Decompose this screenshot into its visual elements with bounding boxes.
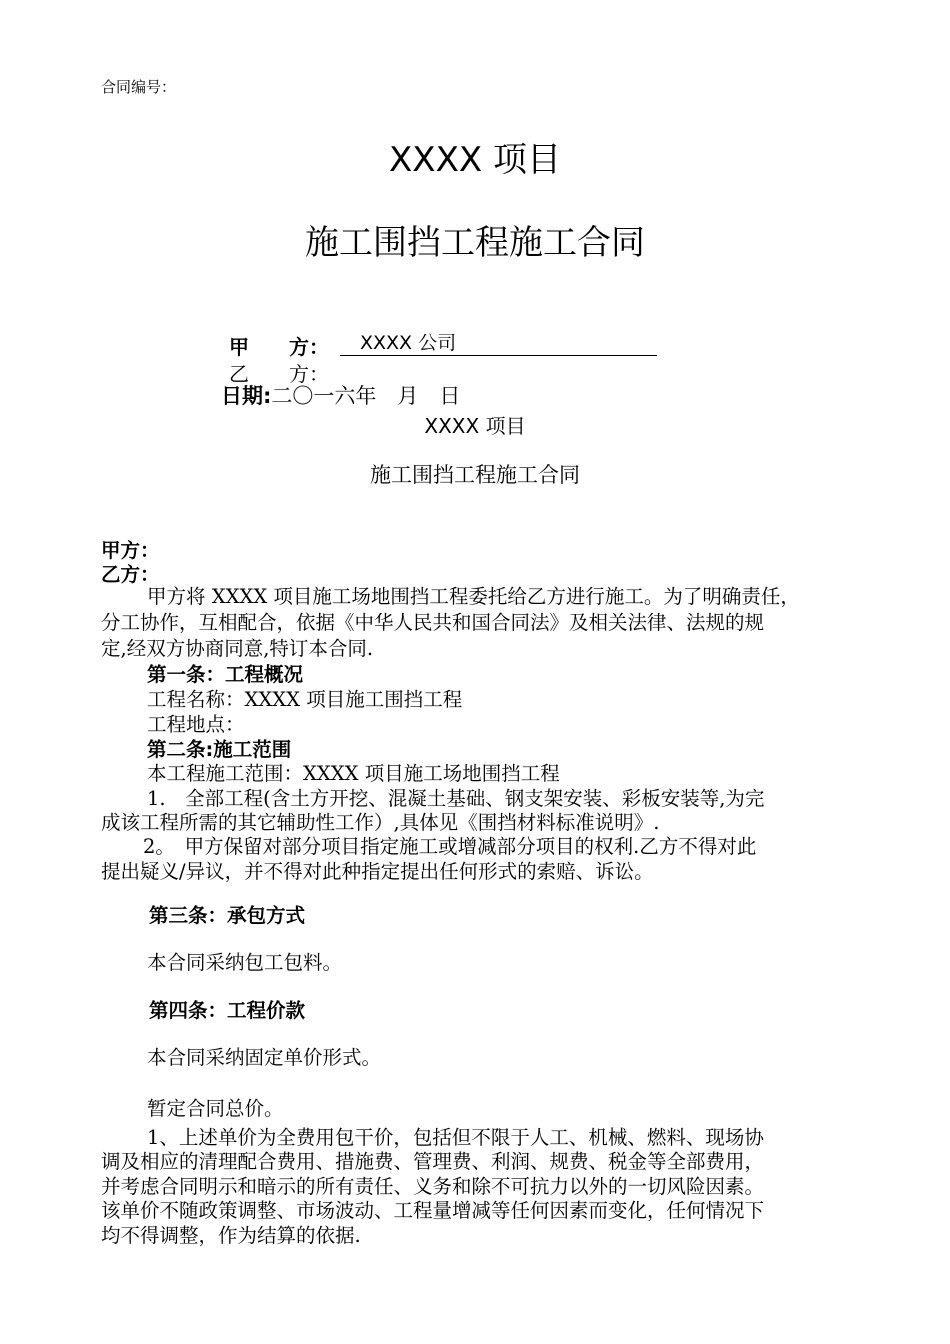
article2-item1-line2: 成该工程所需的其它辅助性工作）,具体见《围挡材料标准说明》. xyxy=(101,811,660,834)
cover-party-a-text: XXXX 公司 xyxy=(360,332,457,354)
article4-title: 第四条：工程价款 xyxy=(149,999,306,1022)
article2-title: 第二条:施工范围 xyxy=(147,738,292,761)
article2-item1-line1: 1. 全部工程(含土方开挖、混凝土基础、钢支架安装、彩板安装等,为完 xyxy=(147,787,765,810)
party-a-line: 甲方： xyxy=(101,539,160,562)
article1-project-location: 工程地点： xyxy=(147,713,245,736)
article3-text: 本合同采纳包工包料。 xyxy=(147,951,343,974)
article4-item1-line5: 均不得调整，作为结算的依据. xyxy=(101,1224,361,1247)
heading-title-line1: XXXX 项目 xyxy=(424,414,526,438)
cover-party-a-label: 甲 方： xyxy=(229,335,329,359)
heading-title-line2: 施工围挡工程施工合同 xyxy=(370,463,580,487)
article2-item2-line1: 2。 甲方保留对部分项目指定施工或增减部分项目的权利.乙方不得对此 xyxy=(143,835,757,858)
article1-project-name: 工程名称：XXXX 项目施工围挡工程 xyxy=(147,688,463,711)
article4-item1-line2: 调及相应的清理配合费用、措施费、管理费、利润、规费、税金等全部费用， xyxy=(101,1150,765,1173)
intro-line-3: 定,经双方协商同意,特订本合同. xyxy=(101,637,374,660)
contract-number-label: 合同编号： xyxy=(101,78,177,96)
article3-title: 第三条：承包方式 xyxy=(149,904,306,927)
article2-item2-line2: 提出疑义/异议，并不得对此种指定提出任何形式的索赔、诉讼。 xyxy=(101,860,654,883)
article4-item1-line3: 并考虑合同明示和暗示的所有责任、义务和除不可抗力以外的一切风险因素。 xyxy=(101,1175,765,1198)
article1-title: 第一条：工程概况 xyxy=(147,663,304,686)
cover-title-line1: XXXX 项目 xyxy=(389,140,561,180)
article2-scope: 本工程施工范围：XXXX 项目施工场地围挡工程 xyxy=(147,762,560,785)
intro-line-1: 甲方将 XXXX 项目施工场地围挡工程委托给乙方进行施工。为了明确责任， xyxy=(147,585,800,608)
article4-item1-line1: 1、上述单价为全费用包干价，包括但不限于人工、机械、燃料、现场协 xyxy=(147,1126,764,1149)
cover-party-a-value xyxy=(340,331,657,356)
article4-text2: 暂定合同总价。 xyxy=(147,1097,284,1120)
cover-party-b-label: 乙 方： xyxy=(229,362,329,386)
cover-title-line2: 施工围挡工程施工合同 xyxy=(305,223,645,263)
party-b-line: 乙方： xyxy=(101,563,160,586)
cover-date-line xyxy=(221,380,460,410)
cover-date-value: 二〇一六年 月 日 xyxy=(271,384,461,408)
intro-line-2: 分工协作，互相配合，依据《中华人民共和国合同法》及相关法律、法规的规 xyxy=(101,611,765,634)
cover-date-label: 日期: xyxy=(221,384,272,408)
article4-item1-line4: 该单价不随政策调整、市场波动、工程量增减等任何因素而变化，任何情况下 xyxy=(101,1199,765,1222)
article4-text1: 本合同采纳固定单价形式。 xyxy=(147,1046,382,1069)
